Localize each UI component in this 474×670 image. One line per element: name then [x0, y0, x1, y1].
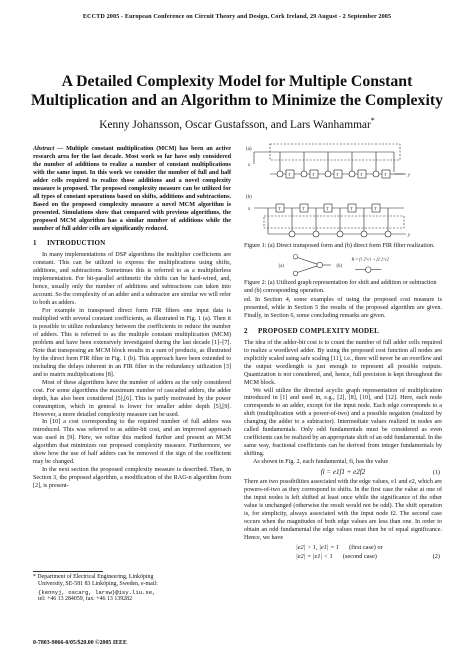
footnote: [33, 574, 231, 604]
delay-label: T: [336, 172, 339, 177]
intro-paragraph: In the next section the proposed complexity measure is described. Then, in Section 3, the proposed algorithm, a modification of the RAG-n algorithm from [2], is present-: [33, 467, 231, 490]
figure-2a-label: (a): [278, 263, 284, 269]
intro-paragraph: In [10] a cost corresponding to the required number of full adders was introduced. This was referred to as adder-bit cost, and an improved approach was used in [9]. Here, we refine this method further and present an MCM algorithm that minimizes our proposed complexity measure. Furthermore, we show how the use of half adders can be removed if the sign of the coefficient may be changed.: [33, 419, 231, 466]
section-heading-introduction: [33, 240, 231, 248]
delay-label: T: [384, 172, 387, 177]
footnote-line: tel: +46 13 284059, fax: +46 13 139282: [38, 596, 133, 603]
delay-label: T: [350, 206, 353, 211]
delay-label: T: [288, 172, 291, 177]
figure-1b-label: (b): [246, 195, 252, 200]
left-column: [33, 146, 231, 491]
equation-1: [244, 469, 442, 477]
abstract: [33, 146, 231, 233]
figure-2b-label: (b): [336, 263, 342, 269]
figure-1-caption: Figure 1: (a) Direct transposed form and (b) direct form FIR filter realization.: [244, 243, 435, 249]
footnote-line: * Department of Electrical Engineering, Linköping: [33, 574, 154, 580]
figure-2-equation: B = f1 2^e1 + f2 2^e2: [351, 256, 389, 262]
figure-1a-label: (a): [246, 147, 252, 152]
footnote-line: University, SE-581 83 Linköping, Sweden, e-mail:: [38, 581, 158, 588]
delay-label: T: [302, 206, 305, 211]
adder-node: [277, 171, 283, 177]
output-node: [317, 262, 323, 268]
abstract-text: — Multiple constant multiplication (MCM) has been an active research area for the last decade. Most work so far have only considered the number of additions to realize a number of constant multiplications with the same input. In this work we consider the number of full and half adder cells required to realize those additions and a novel complexity measure is proposed. The proposed complexity measure can be utilized for all types of constant operations based on shifts, additions and subtractions. Based on the proposed complexity measure a novel MCM algorithm is presented. Simulations show that compared with previous algorithms, the proposed MCM algorithm has a similar number of additions while the number of full adder cells are significantly reduced.: [33, 146, 231, 232]
equation-1-number: (1): [432, 469, 440, 477]
intro-paragraph: In many implementations of DSP algorithms the multiplier coefficients are constant. This can be utilized to express the multiplications using shifts, additions, and subtractions. Sometimes this is referred to as a multiplierless implementation. For bit-parallel arithmetic the shifts can be hard-wired, and, hence, usually only the number of additions and subtractions can taken into account. So the complexity of an adder and a subtractor are similar we will refer to both as adders.: [33, 252, 231, 307]
adder-node: [313, 231, 319, 237]
author-footnote-mark: *: [370, 116, 375, 125]
model-paragraph: There are two possibilities associated with the edge values, e1 and e2, which are powers-of-two as they correspond to shifts. In the first case the value at one of the input nodes is left shifted at least once while the significance of the other value is unchanged (otherwise the result would not be odd). The shift operation is, for simplicity, always associated with the input node f2. The second case occurs when the magnitudes of both edge values are less than one. In order to obtain an odd fundamental the edge values must then be of equal significance. Hence, we have: [244, 479, 442, 541]
continued-paragraph: ed. In Section 4, some examples of using the proposed cost measure is presented, while in Section 5 the results of the proposed algorithm are given. Finally, in Section 6, some concluding remarks are given.: [244, 297, 442, 319]
figure-2-caption: Figure 2: (a) Utilized graph representation for shift and addition or subtraction and (b) corresponding operation.: [244, 280, 437, 294]
figure-1-diagram: [244, 142, 444, 242]
section-heading-model: [244, 328, 442, 336]
equation-2a-note: (first case) or: [349, 543, 383, 551]
delay-label: T: [360, 172, 363, 177]
figure-2-diagram: [244, 251, 444, 279]
model-paragraph: As shown in Fig. 2, each fundamental, fi, has the value: [253, 459, 389, 466]
author-names: Kenny Johansson, Oscar Gustafsson, and Lars Wanhammar: [99, 118, 371, 131]
figure-1b-input-label: x: [248, 207, 251, 212]
equation-2-line-1: [244, 544, 442, 552]
section-number: 1: [33, 239, 37, 248]
section-number: 2: [244, 326, 248, 335]
footnote-email: {kennyj, oscarg, larsw}@isy.liu.se,: [38, 588, 156, 596]
equation-2b-note: (second case): [342, 552, 377, 560]
adder-node: [325, 171, 331, 177]
title-line-2: Multiplication and an Algorithm to Minimize the Complexity: [30, 92, 444, 109]
model-paragraph: We will utilize the directed acyclic graph representation of multiplication introduced in [1] and used in, e.g., [2], [8], [10], and [12]. Here, each node corresponds to an adder, except for the input node. Each edge corresponds to a shift (multiplication with a power-of-two) and a possible negation (realized by changing the adder to a subtractor). Intermediate values realized in nodes are called fundamentals. Only odd fundamentals must be considered as even coefficients can be realized by an appropriate shift of an odd fundamental. In the same way, fractional coefficients can be derived from integer fundamentals by shifting.: [244, 387, 443, 458]
adder-node: [373, 171, 379, 177]
section-title: PROPOSED COMPLEXITY MODEL: [258, 326, 380, 335]
adder-node: [361, 231, 367, 237]
adder-node: [385, 231, 391, 237]
adder-node: [301, 171, 307, 177]
input-node: [293, 271, 298, 276]
delay-label: T: [278, 206, 281, 211]
adder-node: [337, 231, 343, 237]
delay-label: T: [374, 206, 377, 211]
right-column: [244, 297, 442, 562]
footnote-rule: [33, 571, 103, 572]
equation-2-line-2: [244, 553, 442, 561]
author-list: [30, 116, 444, 131]
intro-paragraph: For example in transposed direct form FIR filters one input data is multiplied with several constant coefficients, as illustrated in Fig. 1 (a). Then it is possible to utilize redundancy between the coefficients to reduce the number of adders. This is referred to as the multiple constant multiplication (MCM) problem and have been extensively investigated during the last decade [1]–[7]. Note that transposing an MCM block results in a sum of products, as illustrated by the direct form FIR filter in Fig. 1 (b). This approach have been extended to including the delays inherent in an FIR filter in the redundancy utilization [3] and to matrix multiplications [8].: [33, 308, 231, 378]
input-node: [293, 254, 298, 259]
section-title: INTRODUCTION: [47, 239, 106, 248]
title-line-1: A Detailed Complexity Model for Multiple Constant: [61, 73, 413, 90]
figure-1a-output-label: y: [408, 173, 411, 178]
equation-2b: |e2| = |e1| < 1: [296, 552, 333, 560]
equation-1-body: fi = e1f1 + e2f2: [320, 468, 366, 477]
adder-node: [349, 171, 355, 177]
isbn-line: 0-7803-9066-0/05/$20.00 ©2005 IEEE: [33, 640, 127, 646]
paper-title: [30, 72, 444, 110]
adder-node: [289, 231, 295, 237]
abstract-label: Abstract: [33, 146, 55, 152]
delay-label: T: [326, 206, 329, 211]
conference-header: ECCTD 2005 - European Conference on Circuit Theory and Design, Cork Ireland, 29 August - 2 September 2005: [82, 13, 392, 20]
equation-2a: |e2| > 1, |e1| = 1: [296, 543, 340, 551]
figure-1b-output-label: y: [408, 233, 411, 238]
intro-paragraph: Most of these algorithms have the number of adders as the only considered cost. For some algorithms the maximum number of cascaded adders, the adder depth, has also been considered [5],[6]. This is partly motivated by the power consumption, which in general is lower for smaller adder depth [5],[9]. However, a more detailed complexity measure can be used.: [33, 379, 231, 418]
delay-label: T: [312, 172, 315, 177]
figure-1a-input-label: x: [248, 163, 251, 168]
model-paragraph: The idea of the adder-bit cost is to count the number of full adder cells required to realize a wordlevel adder. By using the proposed cost function all nodes are explicitly scaled using safe scaling [11], i.e., there will never be an overflow and the output wordlength is just enough to represent all possible outputs. Quantization is not considered, and, hence, full precision is kept throughout the MCM block.: [244, 339, 442, 386]
equation-2-number: (2): [432, 552, 440, 560]
